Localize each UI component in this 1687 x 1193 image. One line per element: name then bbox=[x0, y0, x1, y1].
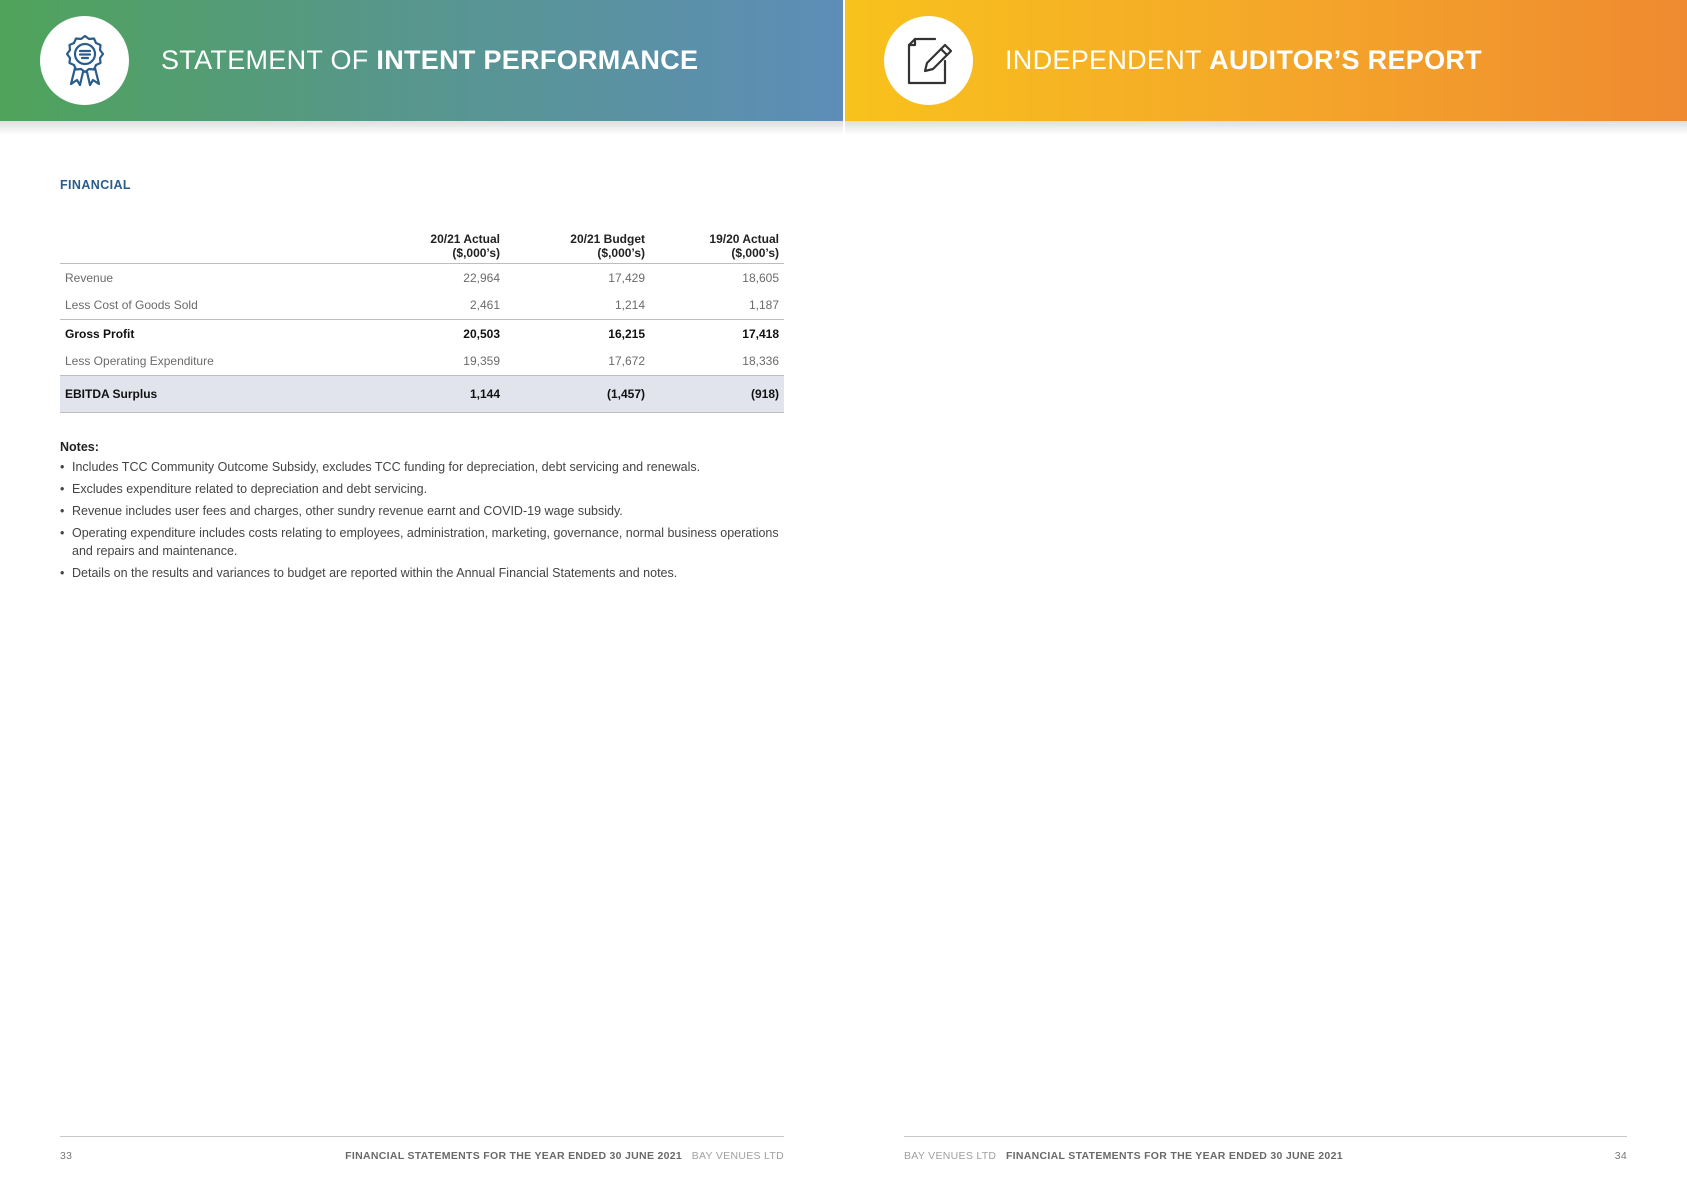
notes-title: Notes: bbox=[60, 440, 99, 454]
award-icon-circle bbox=[40, 16, 129, 105]
right-banner-title-light: INDEPENDENT bbox=[1005, 45, 1210, 75]
row-budget: (1,457) bbox=[505, 376, 650, 413]
financial-table bbox=[60, 230, 784, 413]
note-item: • Details on the results and variances to budget are reported within the Annual Financial Statements and notes. bbox=[60, 564, 784, 582]
row-prior: 18,605 bbox=[742, 270, 779, 285]
left-page-banner bbox=[0, 0, 843, 121]
right-banner-title bbox=[1005, 45, 1482, 76]
note-item: • Excludes expenditure related to depreciation and debt servicing. bbox=[60, 480, 784, 498]
header-label-col bbox=[60, 230, 366, 264]
header-actual-1920: 19/20 Actual ($,000’s) bbox=[650, 230, 784, 264]
table-row-ebitda bbox=[60, 376, 784, 413]
row-actual: 2,461 bbox=[469, 298, 500, 313]
row-budget: 17,429 bbox=[608, 270, 645, 285]
row-label: Revenue bbox=[65, 270, 114, 285]
footer-right-text bbox=[904, 1150, 1343, 1162]
row-actual: 20,503 bbox=[366, 320, 505, 348]
note-item: • Revenue includes user fees and charges, other sundry revenue earnt and COVID-19 wage subsidy. bbox=[60, 502, 784, 520]
row-label: EBITDA Surplus bbox=[60, 376, 366, 413]
row-actual: 1,144 bbox=[366, 376, 505, 413]
row-label: Gross Profit bbox=[60, 320, 366, 348]
table-row-revenue bbox=[60, 264, 784, 292]
footer-statement: FINANCIAL STATEMENTS FOR THE YEAR ENDED 30 JUNE 2021 bbox=[345, 1150, 683, 1162]
footer-left-text bbox=[345, 1150, 784, 1162]
row-prior: 1,187 bbox=[748, 298, 779, 313]
left-banner-shadow bbox=[0, 121, 843, 135]
document-edit-icon bbox=[905, 35, 953, 87]
notes-list bbox=[60, 458, 784, 582]
footer-statement: FINANCIAL STATEMENTS FOR THE YEAR ENDED 30 JUNE 2021 bbox=[1005, 1150, 1343, 1162]
right-banner-shadow bbox=[845, 121, 1687, 135]
footer-company: BAY VENUES LTD bbox=[691, 1150, 784, 1162]
page-number-right: 34 bbox=[1614, 1150, 1627, 1162]
row-prior: (918) bbox=[650, 376, 784, 413]
left-banner-title bbox=[161, 45, 698, 76]
row-prior: 17,418 bbox=[650, 320, 784, 348]
row-prior: 18,336 bbox=[742, 354, 779, 369]
left-banner-title-bold: INTENT PERFORMANCE bbox=[376, 45, 699, 75]
document-icon-circle bbox=[884, 16, 973, 105]
table-row-gross-profit bbox=[60, 320, 784, 348]
award-ribbon-icon bbox=[63, 34, 107, 88]
table-header-row bbox=[60, 230, 784, 264]
footer-company: BAY VENUES LTD bbox=[904, 1150, 997, 1162]
row-budget: 1,214 bbox=[614, 298, 645, 313]
footer-divider-right bbox=[904, 1136, 1627, 1137]
note-item: • Includes TCC Community Outcome Subsidy, excludes TCC funding for depreciation, debt servicing and renewals. bbox=[60, 458, 784, 476]
table-row-opex bbox=[60, 348, 784, 376]
row-budget: 17,672 bbox=[608, 354, 645, 369]
table-row-cogs bbox=[60, 292, 784, 320]
page-number-left: 33 bbox=[60, 1150, 73, 1162]
row-label: Less Cost of Goods Sold bbox=[65, 298, 198, 313]
header-actual-2021: 20/21 Actual ($,000’s) bbox=[366, 230, 505, 264]
row-actual: 19,359 bbox=[463, 354, 500, 369]
notes-section bbox=[60, 440, 784, 586]
row-budget: 16,215 bbox=[505, 320, 650, 348]
section-label: FINANCIAL bbox=[60, 178, 131, 192]
footer-divider-left bbox=[60, 1136, 784, 1137]
row-label: Less Operating Expenditure bbox=[65, 354, 214, 369]
note-item: • Operating expenditure includes costs relating to employees, administration, marketing, governance, normal business operations and repairs and maintenance. bbox=[60, 524, 784, 560]
row-actual: 22,964 bbox=[463, 270, 500, 285]
left-banner-title-light: STATEMENT OF bbox=[161, 45, 377, 75]
header-budget-2021: 20/21 Budget ($,000’s) bbox=[505, 230, 650, 264]
right-banner-title-bold: AUDITOR’S REPORT bbox=[1209, 45, 1482, 75]
right-page-banner bbox=[845, 0, 1687, 121]
